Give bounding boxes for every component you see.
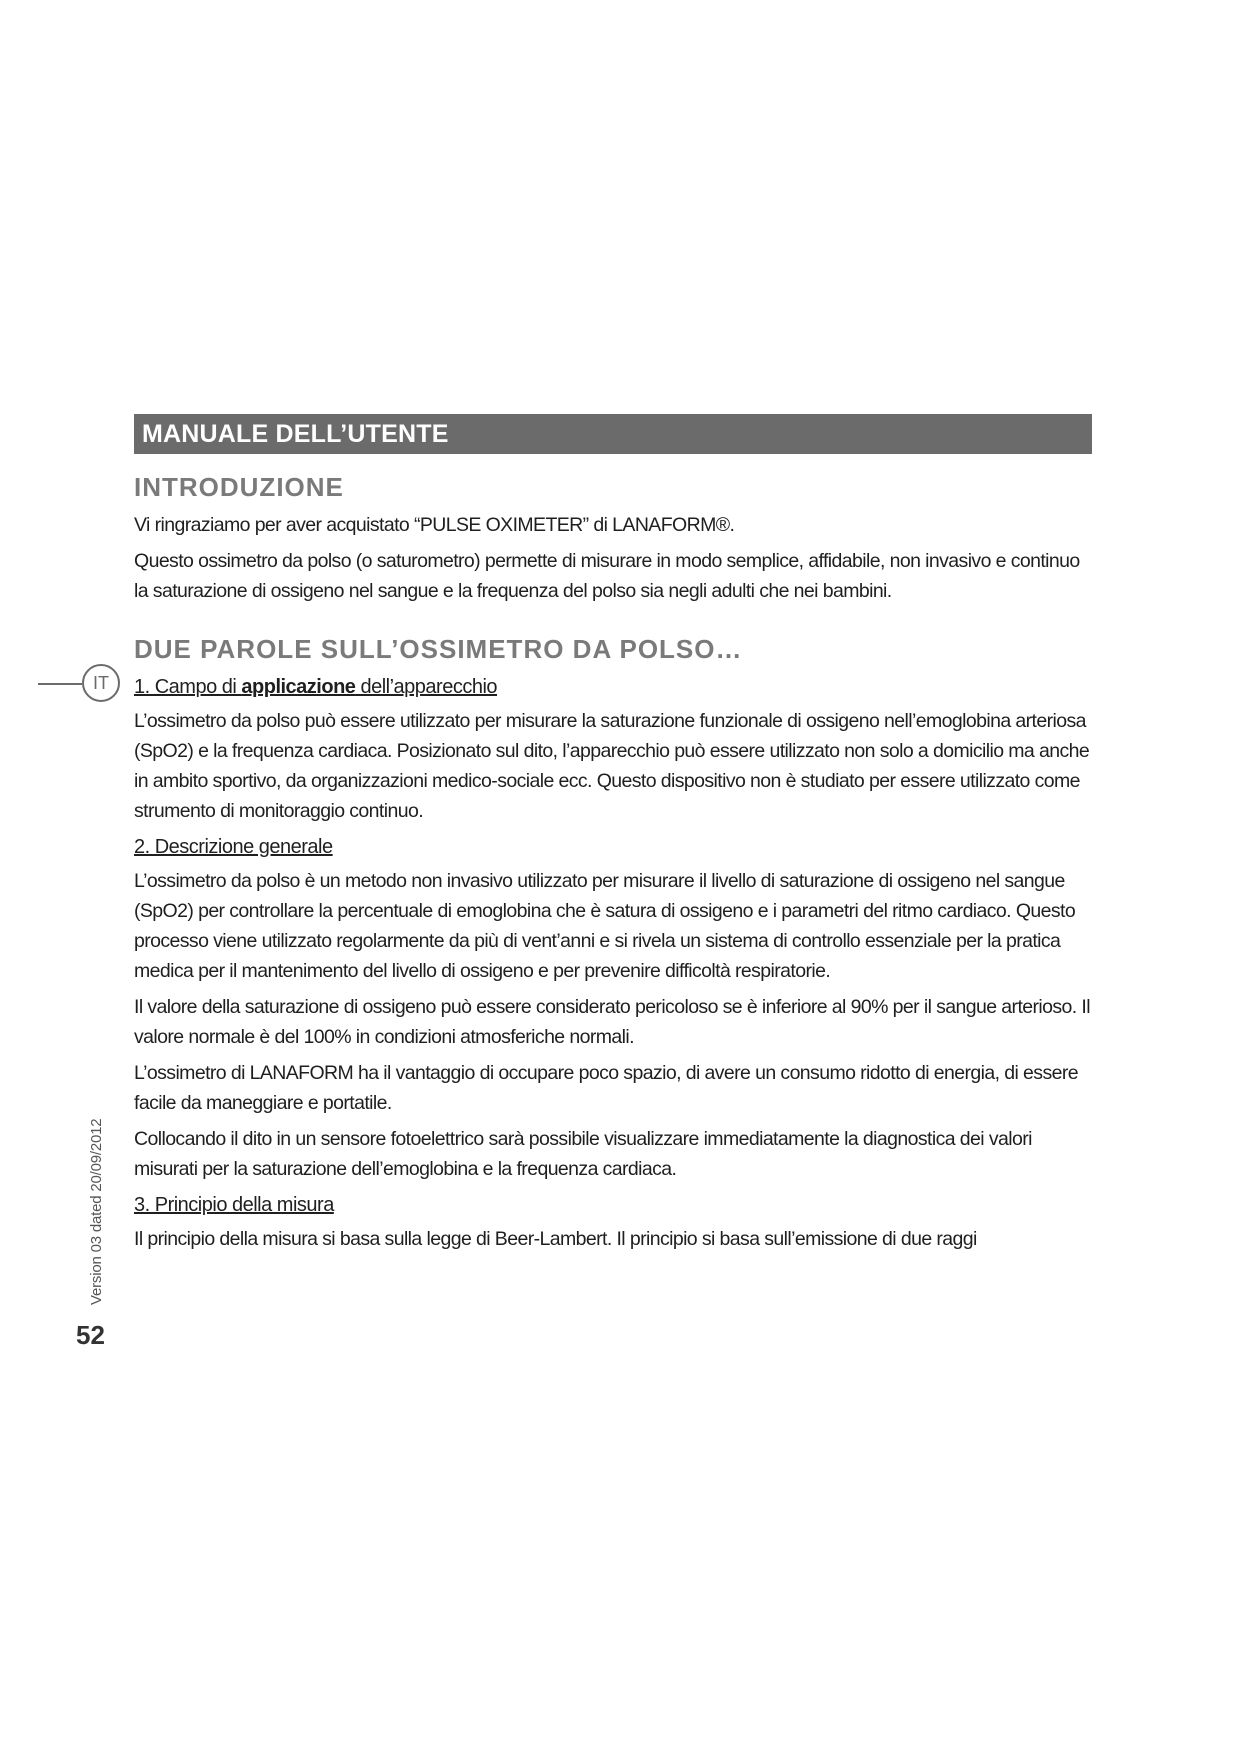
subsection-2-paragraph-2: Il valore della saturazione di ossigeno può essere considerato pericoloso se è inferiore al 90% per il sangue arterioso. Il valore normale è del 100% in condizioni atmosferiche normali. [134,996,1090,1048]
subsection-1-title-suffix: dell’apparecchio [355,676,498,698]
subsection-1-title [134,672,1094,702]
subsection-2-title: 2. Descrizione generale [134,836,333,858]
language-marker [38,664,124,704]
subsection-2-paragraph-1: L’ossimetro da polso è un metodo non invasivo utilizzato per misurare il livello di saturazione di ossigeno nel sangue (SpO2) per controllare la percentuale di emoglobina che è satura di ossigeno e i parametri del ritmo cardiaco. Questo processo viene utilizzato regolarmente da più di vent’anni e si rivela un sistema di controllo essenziale per la pratica medica per il mantenimento del livello di ossigeno e per prevenire difficoltà respiratorie. [134,870,1076,982]
language-marker-line [38,683,82,685]
page-number: 52 [76,1320,105,1350]
oximeter-section-heading: DUE PAROLE SULL’OSSIMETRO DA POLSO… [134,634,743,664]
intro-heading: INTRODUZIONE [134,472,344,502]
subsection-1-title-bold: applicazione [241,676,356,698]
main-content [134,470,1094,1260]
version-label: Version 03 dated 20/09/2012 [88,1118,105,1305]
subsection-3-title: 3. Principio della misura [134,1194,334,1216]
manual-title-bar: MANUALE DELL’UTENTE [134,414,1092,454]
subsection-2-paragraph-4: Collocando il dito in un sensore fotoelettrico sarà possibile visualizzare immediatamente la diagnostica dei valori misurati per la saturazione dell’emoglobina e la frequenza cardiaca. [134,1128,1032,1180]
language-badge: IT [82,664,120,702]
intro-paragraph-2: Questo ossimetro da polso (o saturometro) permette di misurare in modo semplice, affidabile, non invasivo e continuo la saturazione di ossigeno nel sangue e la frequenza del polso sia negli adulti che nei bambini. [134,550,1080,602]
subsection-3-text: Il principio della misura si basa sulla legge di Beer-Lambert. Il principio si basa sull’emissione di due raggi [134,1228,977,1250]
intro-paragraph-1: Vi ringraziamo per aver acquistato “PULSE OXIMETER” di LANAFORM®. [134,514,735,536]
subsection-1-title-prefix: 1. Campo di [134,676,242,698]
subsection-2-paragraph-3: L’ossimetro di LANAFORM ha il vantaggio di occupare poco spazio, di avere un consumo ridotto di energia, di essere facile da maneggiare e portatile. [134,1062,1078,1114]
subsection-1-text: L’ossimetro da polso può essere utilizzato per misurare la saturazione funzionale di ossigeno nell’emoglobina arteriosa (SpO2) e la frequenza cardiaca. Posizionato sul dito, l’apparecchio può essere utilizzato non solo a domicilio ma anche in ambito sportivo, da organizzazioni medico-sociale ecc. Questo dispositivo non è studiato per essere utilizzato come strumento di monitoraggio continuo. [134,710,1090,822]
